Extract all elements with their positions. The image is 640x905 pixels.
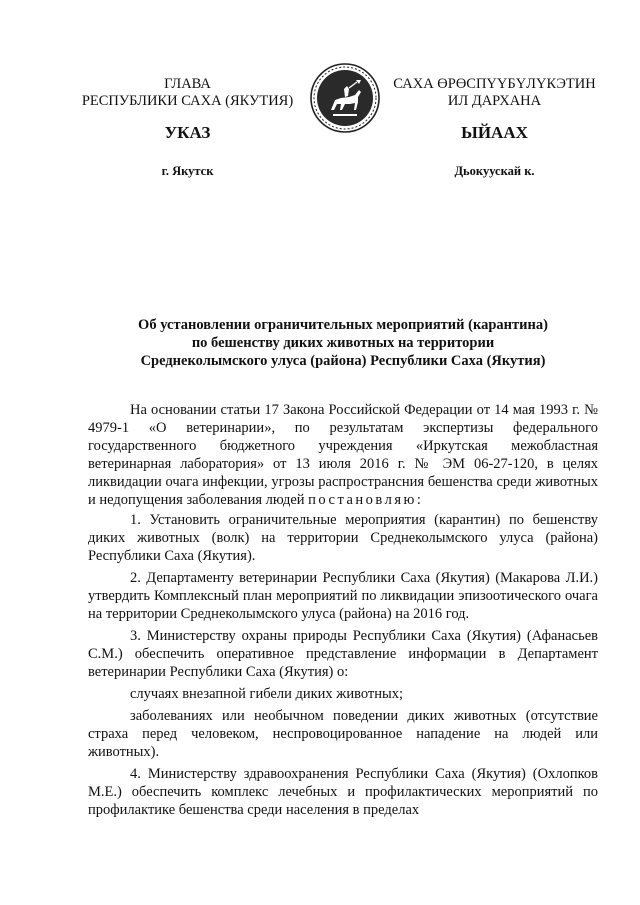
document-body <box>88 401 598 823</box>
header-right-line1: САХА ӨРӨСПҮҮБҮЛҮКЭТИН <box>393 76 596 92</box>
city-ru: г. Якутск <box>161 164 214 178</box>
header-left <box>80 76 295 110</box>
paragraph-item-3-sub-2: заболеваниях или необычном поведении диких животных (отсутствие страха перед человеком, неспровоцированное нападение на людей или животных). <box>88 708 598 760</box>
paragraph-preamble <box>88 401 598 509</box>
paragraph-item-1: 1. Установить ограничительные мероприятия (карантин) по бешенству диких животных (волк) на территории Среднеколымского улуса (района) Республики Саха (Якутия). <box>88 512 598 564</box>
decree-label-sah: ЫЙААХ <box>461 123 528 142</box>
header-right <box>392 76 597 110</box>
decree-label-ru: УКАЗ <box>164 123 211 142</box>
document-title <box>88 316 598 370</box>
paragraph-item-2: 2. Департаменту ветеринарии Республики Саха (Якутия) (Макарова Л.И.) утвердить Комплексный план мероприятий по ликвидации эпизоотического очага на территории Среднеколымского улуса (района) на 2016 год. <box>88 570 598 622</box>
paragraph-item-3: 3. Министерству охраны природы Республики Саха (Якутия) (Афанасьев С.М.) обеспечить оперативное представление информации в Департамент ветеринарии Республики Саха (Якутия) о: <box>88 628 598 680</box>
header-right-line2: ИЛ ДАРХАНА <box>447 93 542 109</box>
header-left-line2: РЕСПУБЛИКИ САХА (ЯКУТИЯ) <box>81 93 294 109</box>
title-line-2: по бешенству диких животных на территории <box>191 335 495 351</box>
header-left-line1: ГЛАВА <box>164 76 211 92</box>
title-line-3: Среднеколымского улуса (района) Республики Саха (Якутия) <box>140 353 546 369</box>
sakha-republic-emblem-icon <box>309 62 381 134</box>
preamble-text: На основании статьи 17 Закона Российской Федерации от 14 мая 1993 г. № 4979-1 «О ветеринарии», по результатам экспертизы федерального государственного бюджетного учреждения «Иркутская межобластная ветеринарная лаборатория» от 13 июля 2016 г. № ЭМ 06-27-120, в целях ликвидации очага инфекции, угрозы распространсния бешенства среди животных и недопущения заболевания людей <box>88 402 598 508</box>
paragraph-item-3-sub-1: случаях внезапной гибели диких животных; <box>130 686 404 702</box>
city-sah: Дьокуускай к. <box>454 164 535 178</box>
paragraph-item-4: 4. Министерству здравоохранения Республики Саха (Якутия) (Охлопков М.Е.) обеспечить комплекс лечебных и профилактических мероприятий по профилактике бешенства среди населения в пределах <box>88 766 598 818</box>
title-line-1: Об установлении ограничительных мероприятий (карантина) <box>138 317 548 333</box>
decree-verb: постановляю: <box>308 492 424 508</box>
